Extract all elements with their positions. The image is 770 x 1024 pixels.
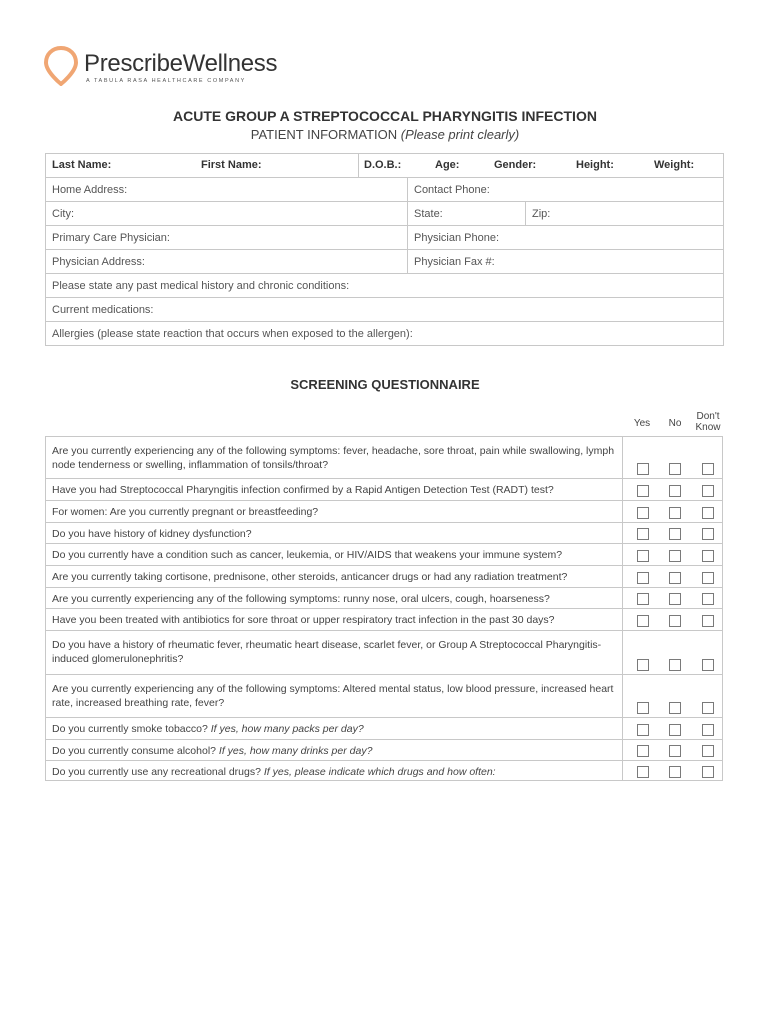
question-cell — [45, 631, 623, 674]
dont-know-checkbox[interactable] — [702, 745, 714, 757]
answer-cell — [623, 675, 723, 717]
question-followup-note: If yes, how many drinks per day? — [218, 745, 373, 757]
dont-know-checkbox[interactable] — [702, 463, 714, 475]
yes-checkbox[interactable] — [637, 572, 649, 584]
contact-phone-field[interactable]: Contact Phone: — [408, 178, 724, 202]
logo-tagline: A TABULA RASA HEALTHCARE COMPANY — [86, 78, 246, 84]
question-main-text: Do you currently have a condition such as cancer, leukemia, or HIV/AIDS that weakens your immune system? — [52, 549, 563, 561]
question-main-text: Do you have history of kidney dysfunction? — [52, 528, 252, 540]
subtitle-note: (Please print clearly) — [400, 127, 520, 142]
question-cell — [45, 718, 623, 739]
question-text — [52, 570, 616, 584]
yes-checkbox[interactable] — [637, 615, 649, 627]
know-label: Know — [695, 422, 721, 433]
dont-know-checkbox[interactable] — [702, 724, 714, 736]
dont-know-checkbox[interactable] — [702, 593, 714, 605]
question-cell — [45, 761, 623, 780]
no-checkbox[interactable] — [669, 593, 681, 605]
dont-label: Don't — [696, 411, 720, 422]
no-checkbox[interactable] — [669, 463, 681, 475]
question-text — [52, 527, 616, 541]
gender-field[interactable]: Gender: — [494, 159, 537, 171]
yes-checkbox[interactable] — [637, 507, 649, 519]
answer-cell — [623, 631, 723, 674]
no-checkbox[interactable] — [669, 702, 681, 714]
answer-cell — [623, 718, 723, 739]
answer-cell — [623, 761, 723, 780]
answer-cell — [623, 523, 723, 543]
question-row — [45, 522, 723, 543]
dont-know-checkbox[interactable] — [702, 550, 714, 562]
height-field[interactable]: Height: — [576, 159, 614, 171]
question-followup-note: If yes, please indicate which drugs and how often: — [263, 766, 496, 778]
home-address-field[interactable]: Home Address: — [46, 178, 408, 202]
question-cell — [45, 609, 623, 630]
answer-cell — [623, 544, 723, 565]
question-row — [45, 587, 723, 608]
subtitle-main: PATIENT INFORMATION — [250, 127, 401, 142]
weight-field[interactable]: Weight: — [654, 159, 695, 171]
no-checkbox[interactable] — [669, 572, 681, 584]
question-cell — [45, 501, 623, 522]
medical-history-field[interactable]: Please state any past medical history and chronic conditions: — [46, 274, 724, 298]
answer-cell — [623, 479, 723, 500]
question-main-text: Are you currently taking cortisone, prednisone, other steroids, anticancer drugs or had any radiation treatment? — [52, 571, 568, 583]
question-text — [52, 505, 616, 519]
yes-checkbox[interactable] — [637, 724, 649, 736]
yes-checkbox[interactable] — [637, 745, 649, 757]
yes-checkbox[interactable] — [637, 702, 649, 714]
dont-know-checkbox[interactable] — [702, 507, 714, 519]
question-row — [45, 565, 723, 587]
column-header-no: No — [668, 418, 682, 429]
dont-know-checkbox[interactable] — [702, 528, 714, 540]
question-main-text: Are you currently experiencing any of the following symptoms: Altered mental status, low blood pressure, increased heart rate, increased breathing rate, fever? — [52, 683, 614, 709]
no-checkbox[interactable] — [669, 766, 681, 778]
question-cell — [45, 675, 623, 717]
question-main-text: For women: Are you currently pregnant or breastfeeding? — [52, 506, 319, 518]
question-cell — [45, 523, 623, 543]
question-row — [45, 717, 723, 739]
question-row — [45, 739, 723, 760]
question-row — [45, 630, 723, 674]
yes-checkbox[interactable] — [637, 659, 649, 671]
question-text — [52, 744, 616, 758]
answer-cell — [623, 609, 723, 630]
no-checkbox[interactable] — [669, 615, 681, 627]
question-cell — [45, 544, 623, 565]
question-main-text: Do you currently consume alcohol? — [52, 745, 219, 757]
question-main-text: Do you currently smoke tobacco? — [52, 723, 211, 735]
question-main-text: Are you currently experiencing any of the following symptoms: fever, headache, sore throat, pain while swallowing, lymph node tenderness or swelling, inflammation of tonsils/throat? — [52, 445, 615, 471]
physician-phone-field[interactable]: Physician Phone: — [408, 226, 724, 250]
question-main-text: Have you had Streptococcal Pharyngitis infection confirmed by a Rapid Antigen Detection Test (RADT) test? — [52, 484, 554, 496]
question-cell — [45, 566, 623, 587]
question-cell — [45, 588, 623, 608]
dont-know-checkbox[interactable] — [702, 485, 714, 497]
city-field[interactable]: City: — [46, 202, 408, 226]
question-cell — [45, 740, 623, 760]
question-main-text: Do you have a history of rheumatic fever, rheumatic heart disease, scarlet fever, or Group A Streptococcal Pharyngitis-induced glomerulonephritis? — [52, 639, 602, 665]
question-text — [52, 592, 616, 606]
answer-cell — [623, 588, 723, 608]
answer-cell — [623, 740, 723, 760]
yes-checkbox[interactable] — [637, 550, 649, 562]
physician-fax-field[interactable]: Physician Fax #: — [408, 250, 724, 274]
question-main-text: Are you currently experiencing any of the following symptoms: runny nose, oral ulcers, cough, hoarseness? — [52, 593, 550, 605]
age-field[interactable]: Age: — [435, 159, 460, 171]
no-checkbox[interactable] — [669, 724, 681, 736]
no-checkbox[interactable] — [669, 745, 681, 757]
no-checkbox[interactable] — [669, 659, 681, 671]
answer-cell — [623, 437, 723, 478]
question-text — [52, 444, 616, 472]
current-medications-field[interactable]: Current medications: — [46, 298, 724, 322]
patient-info-table — [45, 153, 724, 346]
question-text — [52, 765, 616, 779]
question-text — [52, 613, 616, 627]
logo-name: PrescribeWellness — [84, 50, 278, 77]
question-cell — [45, 479, 623, 500]
answer-cell — [623, 501, 723, 522]
question-row — [45, 436, 723, 478]
question-text — [52, 548, 616, 562]
state-field[interactable]: State: — [408, 202, 526, 226]
dob-field[interactable]: D.O.B.: — [364, 159, 402, 171]
dont-know-checkbox[interactable] — [702, 659, 714, 671]
yes-checkbox[interactable] — [637, 463, 649, 475]
form-subtitle — [0, 127, 770, 142]
question-row — [45, 478, 723, 500]
no-checkbox[interactable] — [669, 507, 681, 519]
yes-checkbox[interactable] — [637, 485, 649, 497]
last-name-field[interactable]: Last Name: — [52, 159, 112, 171]
question-row — [45, 608, 723, 630]
patient-header-row — [46, 154, 723, 177]
question-main-text: Have you been treated with antibiotics for sore throat or upper respiratory tract infection in the past 30 days? — [52, 614, 555, 626]
dont-know-checkbox[interactable] — [702, 702, 714, 714]
question-row — [45, 543, 723, 565]
question-text — [52, 722, 616, 736]
question-text — [52, 682, 616, 710]
column-header-yes: Yes — [633, 418, 651, 429]
no-checkbox[interactable] — [669, 550, 681, 562]
no-checkbox[interactable] — [669, 528, 681, 540]
zip-field[interactable]: Zip: — [526, 202, 724, 226]
question-cell — [45, 437, 623, 478]
question-row — [45, 500, 723, 522]
form-title: ACUTE GROUP A STREPTOCOCCAL PHARYNGITIS INFECTION — [173, 108, 597, 124]
yes-checkbox[interactable] — [637, 766, 649, 778]
allergies-field[interactable]: Allergies (please state reaction that occurs when exposed to the allergen): — [46, 322, 724, 346]
answer-cell — [623, 566, 723, 587]
question-followup-note: If yes, how many packs per day? — [210, 723, 364, 735]
primary-care-physician-field[interactable]: Primary Care Physician: — [46, 226, 408, 250]
yes-checkbox[interactable] — [637, 593, 649, 605]
location-pin-icon — [44, 46, 78, 86]
screening-title: SCREENING QUESTIONNAIRE — [290, 377, 480, 392]
no-checkbox[interactable] — [669, 485, 681, 497]
question-row — [45, 674, 723, 717]
first-name-field[interactable]: First Name: — [201, 159, 262, 171]
question-main-text: Do you currently use any recreational drugs? — [52, 766, 264, 778]
question-row — [45, 760, 723, 781]
dont-know-checkbox[interactable] — [702, 766, 714, 778]
question-text — [52, 483, 616, 497]
logo — [44, 46, 278, 86]
dont-know-checkbox[interactable] — [702, 572, 714, 584]
column-header-dont-know — [690, 411, 726, 433]
yes-checkbox[interactable] — [637, 528, 649, 540]
dont-know-checkbox[interactable] — [702, 615, 714, 627]
physician-address-field[interactable]: Physician Address: — [46, 250, 408, 274]
question-text — [52, 638, 616, 666]
